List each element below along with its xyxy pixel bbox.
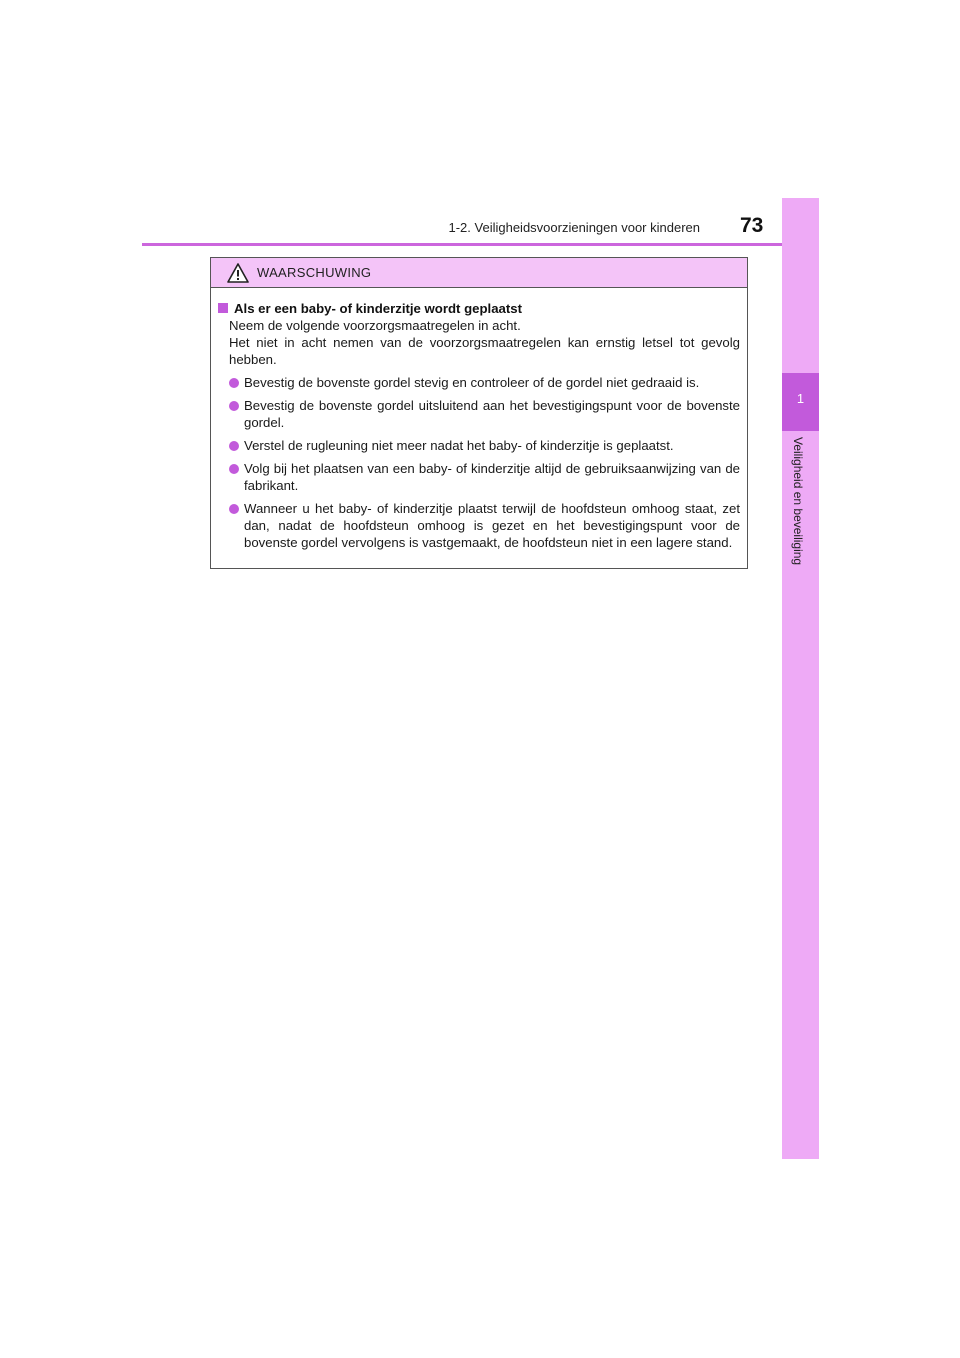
- warning-heading: [218, 300, 740, 317]
- list-item: [218, 500, 740, 551]
- bullet-icon: [229, 504, 239, 514]
- list-item-text: Volg bij het plaatsen van een baby- of kinderzitje altijd de gebruiksaanwijzing van de fabrikant.: [244, 461, 740, 493]
- list-item-text: Verstel de rugleuning niet meer nadat het baby- of kinderzitje is geplaatst.: [244, 438, 674, 453]
- bullet-icon: [229, 401, 239, 411]
- bullet-icon: [229, 441, 239, 451]
- intro-line: Neem de volgende voorzorgsmaatregelen in acht.: [229, 318, 521, 333]
- section-title: 1-2. Veiligheidsvoorzieningen voor kinderen: [448, 220, 700, 235]
- bullet-icon: [229, 464, 239, 474]
- warning-intro: [229, 317, 740, 368]
- page-number: 73: [740, 214, 764, 237]
- chapter-number: 1: [796, 391, 805, 406]
- list-item-text: Bevestig de bovenste gordel stevig en controleer of de gordel niet gedraaid is.: [244, 375, 700, 390]
- list-item: [218, 374, 740, 391]
- list-item-text: Wanneer u het baby- of kinderzitje plaatst terwijl de hoofdsteun omhoog staat, zet dan, nadat de hoofdsteun omhoog is gezet en het bevestigingspunt voor de bovenste gordel vervolgens is vastgemaakt, de hoofdsteun niet in een lagere stand.: [244, 501, 740, 550]
- warning-body: [211, 288, 747, 551]
- warning-list: [218, 374, 740, 551]
- list-item: [218, 437, 740, 454]
- header-rule: [142, 243, 819, 246]
- warning-box: [210, 257, 748, 569]
- warning-heading-text: Als er een baby- of kinderzitje wordt geplaatst: [234, 301, 522, 316]
- warning-triangle-icon: [227, 263, 249, 283]
- list-item-text: Bevestig de bovenste gordel uitsluitend aan het bevestigingspunt voor de bovenste gordel.: [244, 398, 740, 430]
- warning-title: WAARSCHUWING: [257, 265, 372, 280]
- chapter-side-tab: [782, 198, 819, 1159]
- list-item: [218, 397, 740, 431]
- square-bullet-icon: [218, 303, 228, 313]
- warning-header: [211, 258, 747, 288]
- intro-line: Het niet in acht nemen van de voorzorgsmaatregelen kan ernstig letsel tot gevolg hebben.: [229, 335, 740, 367]
- chapter-label: Veiligheid en beveiliging: [791, 437, 805, 566]
- bullet-icon: [229, 378, 239, 388]
- list-item: [218, 460, 740, 494]
